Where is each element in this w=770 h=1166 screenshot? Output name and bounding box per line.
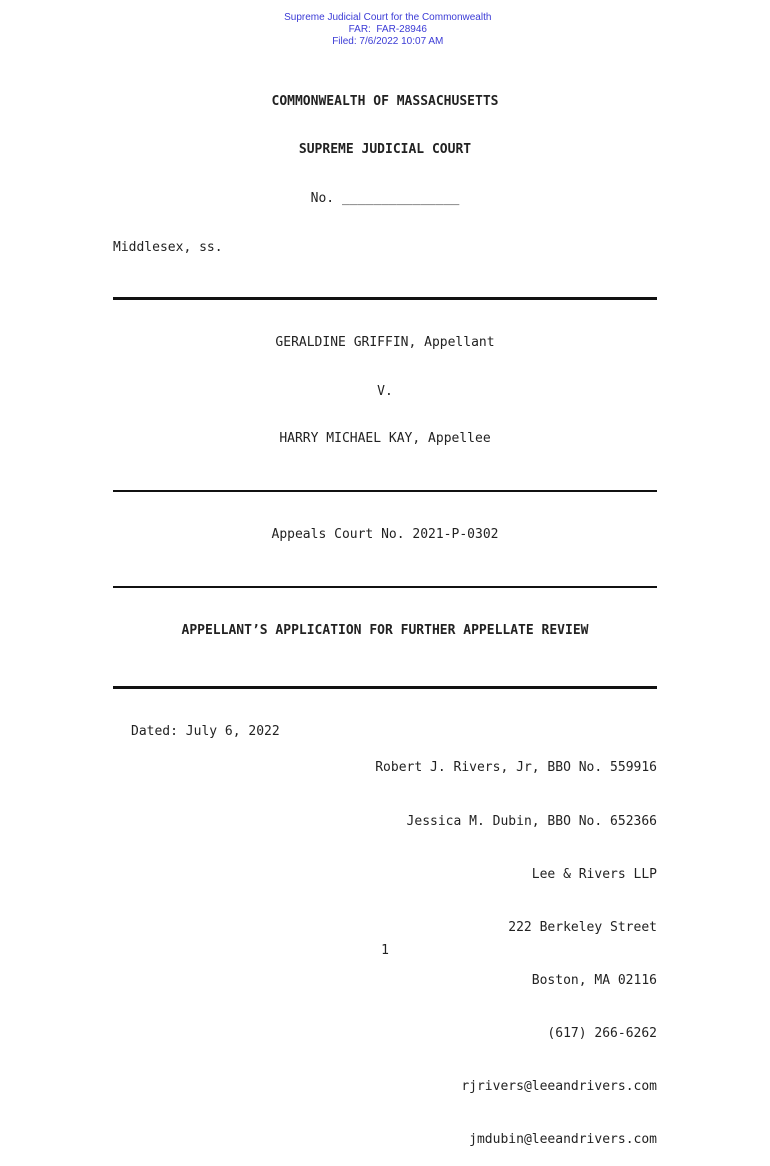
appeals-court-number: Appeals Court No. 2021-P-0302 [271,527,499,542]
divider-rule [113,297,657,300]
docket-number: No. _______________ [310,191,460,206]
document-title: APPELLANT’S APPLICATION FOR FURTHER APPELLATE REVIEW [181,623,589,638]
court-heading: SUPREME JUDICIAL COURT [298,142,472,157]
filing-stamp-header [0,0,770,47]
divider-rule [113,490,657,492]
appellee-name: HARRY MICHAEL KAY, Appellee [279,431,491,446]
email-rivers: rjrivers@leeandrivers.com [461,1078,657,1094]
filing-date: Filed: 7/6/2022 10:07 AM [332,36,444,47]
email-dubin: jmdubin@leeandrivers.com [469,1132,657,1148]
appellant-name: GERALDINE GRIFFIN, Appellant [275,335,495,350]
divider-rule [113,586,657,588]
firm-street: 222 Berkeley Street [508,919,657,935]
firm-city: Boston, MA 02116 [531,972,657,988]
firm-phone: (617) 266-6262 [547,1025,657,1041]
filing-court: Supreme Judicial Court for the Commonwealth [284,12,492,23]
attorney-dubin: Jessica M. Dubin, BBO No. 652366 [406,813,657,829]
page-number: 1 [381,943,389,958]
divider-rule [113,686,657,689]
attorney-rivers: Robert J. Rivers, Jr, BBO No. 559916 [375,760,657,776]
county-designation: Middlesex, ss. [113,240,223,255]
versus-label: V. [377,384,393,399]
filing-far-number: FAR: FAR-28946 [348,24,427,35]
commonwealth-heading: COMMONWEALTH OF MASSACHUSETTS [271,94,499,109]
dated-line: Dated: July 6, 2022 [131,724,280,739]
law-firm: Lee & Rivers LLP [531,866,657,882]
